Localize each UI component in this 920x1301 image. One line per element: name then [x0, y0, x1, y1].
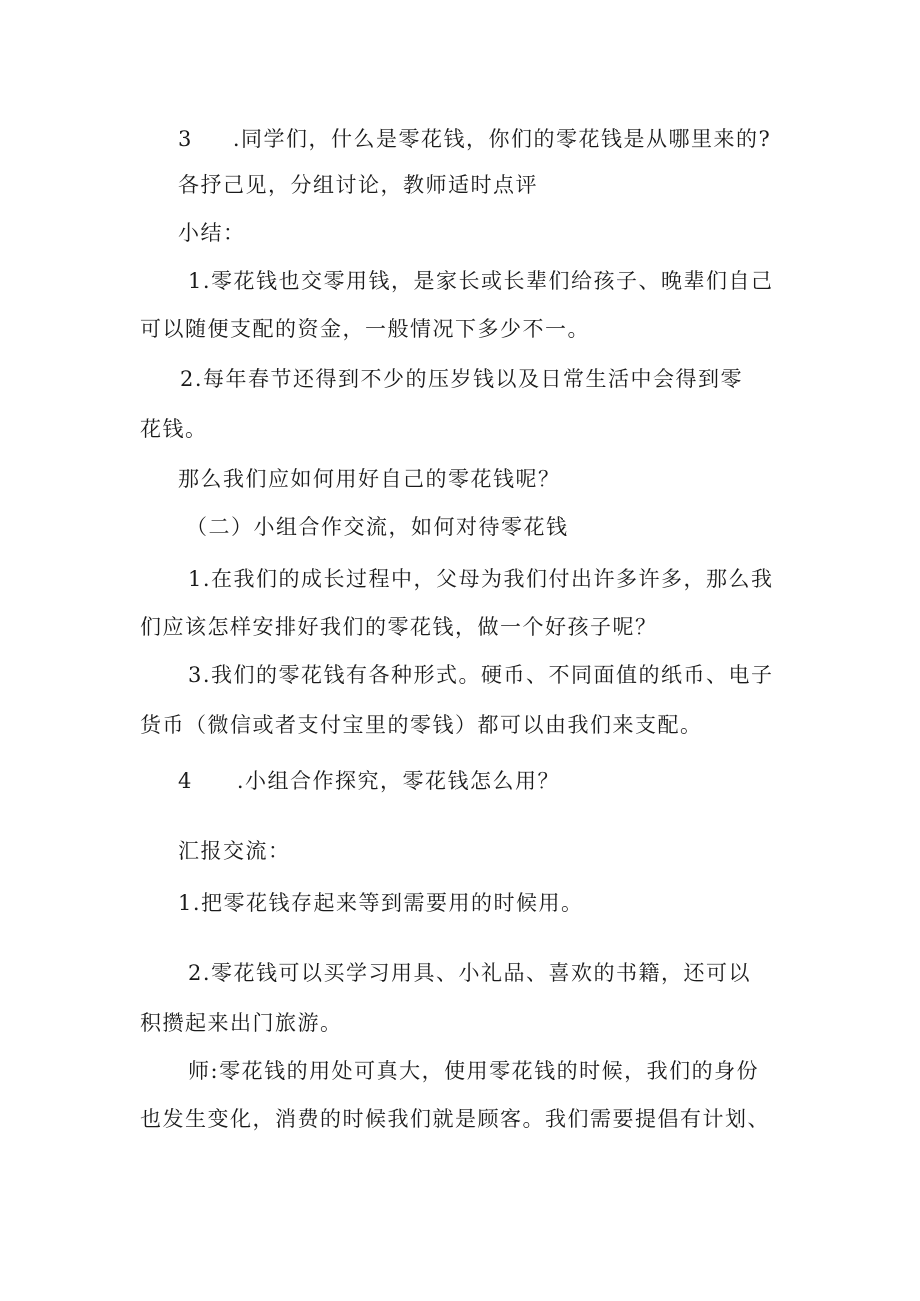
- discussion-item-3-line-2: [140, 710, 703, 740]
- line-text: 2.每年春节还得到不少的压岁钱以及日常生活中会得到零: [180, 367, 744, 391]
- line-text: 师:零花钱的用处可真大，使用零花钱的时候，我们的身份: [188, 1059, 760, 1083]
- report-item-2-line-1: [188, 958, 751, 988]
- summary-item-1-line-2: [140, 314, 590, 344]
- report-item-2-line-2: [140, 1008, 343, 1038]
- paragraph-4-heading: [178, 766, 560, 796]
- teacher-remark-line-2: [140, 1104, 770, 1134]
- line-text: （二）小组合作交流，如何对待零花钱: [186, 515, 569, 539]
- line-text: 各抒己见，分组讨论，教师适时点评: [178, 173, 538, 197]
- line-text: 积攒起来出门旅游。: [140, 1011, 343, 1035]
- paragraph-3-question: [178, 124, 771, 154]
- line-text: 2.零花钱可以买学习用具、小礼品、喜欢的书籍，还可以: [188, 961, 752, 985]
- line-text: .小组合作探究，零花钱怎么用？: [236, 769, 561, 793]
- line-text: .同学们，什么是零花钱，你们的零花钱是从哪里来的?: [232, 127, 772, 151]
- discussion-item-1-line-1: [188, 564, 774, 594]
- item-number: 4: [178, 769, 193, 793]
- line-text: 1.零花钱也交零用钱，是家长或长辈们给孩子、晚辈们自己: [188, 269, 774, 293]
- line-text: 3.我们的零花钱有各种形式。硬币、不同面值的纸币、电子: [188, 663, 774, 687]
- question-line: [178, 464, 561, 494]
- line-text: 们应该怎样安排好我们的零花钱，做一个好孩子呢？: [140, 615, 658, 639]
- summary-heading: [178, 218, 246, 248]
- item-number: 3: [178, 127, 193, 151]
- line-text: 花钱。: [140, 417, 208, 441]
- line-text: 那么我们应如何用好自己的零花钱呢？: [178, 467, 561, 491]
- discussion-item-3-line-1: [188, 660, 774, 690]
- summary-item-2-line-2: [140, 414, 208, 444]
- line-text: 汇报交流：: [178, 839, 291, 863]
- line-text: 小结：: [178, 221, 246, 245]
- discussion-item-1-line-2: [140, 612, 658, 642]
- line-text: 也发生变化，消费的时候我们就是顾客。我们需要提倡有计划、: [140, 1107, 770, 1131]
- line-text: 货币（微信或者支付宝里的零钱）都可以由我们来支配。: [140, 713, 703, 737]
- line-text: 可以随便支配的资金，一般情况下多少不一。: [140, 317, 590, 341]
- report-item-1: [178, 888, 584, 918]
- report-heading: [178, 836, 291, 866]
- section-heading-2: [186, 512, 569, 542]
- summary-item-1-line-1: [188, 266, 774, 296]
- line-text: 1.在我们的成长过程中，父母为我们付出许多许多，那么我: [188, 567, 774, 591]
- line-text: 1.把零花钱存起来等到需要用的时候用。: [178, 891, 584, 915]
- paragraph-line: [178, 170, 538, 200]
- summary-item-2-line-1: [180, 364, 743, 394]
- teacher-remark-line-1: [188, 1056, 759, 1086]
